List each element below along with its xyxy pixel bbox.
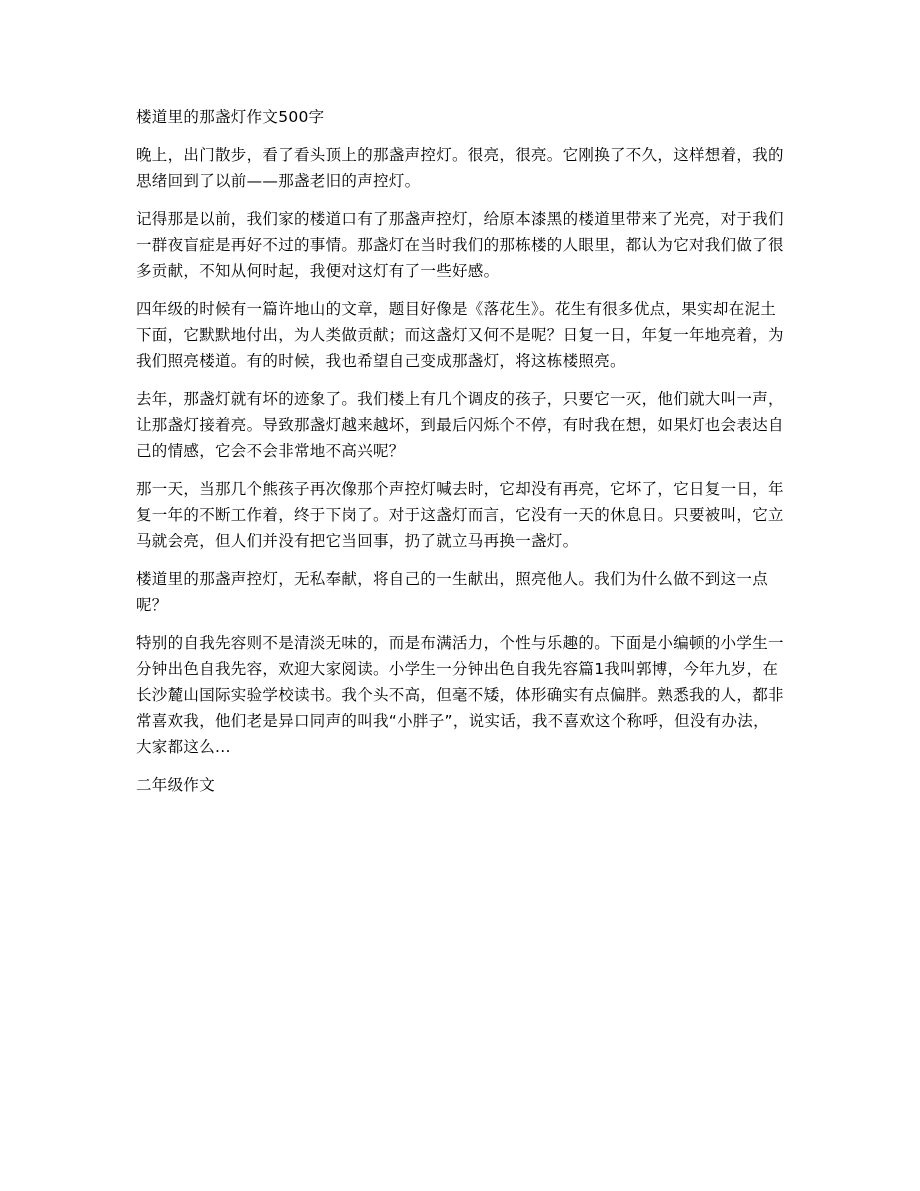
paragraph-2: 记得那是以前，我们家的楼道口有了那盏声控灯，给原本漆黑的楼道里带来了光亮，对于我们一群夜盲症是再好不过的事情。那盏灯在当时我们的那栋楼的人眼里，都认为它对我们做了很多贡献，不知从何时起，我便对这灯有了一些好感。 [136, 210, 784, 280]
paragraph-7: 特别的自我先容则不是清淡无味的，而是布满活力，个性与乐趣的。下面是小编顿的小学生一分钟出色自我先容，欢迎大家阅读。小学生一分钟出色自我先容篇1我叫郭博，今年九岁，在长沙麓山国际实验学校读书。我个头不高，但毫不矮，体形确实有点偏胖。熟悉我的人，都非常喜欢我，他们老是异口同声的叫我“小胖子”，说实话，我不喜欢这个称呼，但没有办法，大家都这么... [136, 634, 784, 756]
paragraph-4: 去年，那盏灯就有坏的迹象了。我们楼上有几个调皮的孩子，只要它一灭，他们就大叫一声，让那盏灯接着亮。导致那盏灯越来越坏，到最后闪烁个不停，有时我在想，如果灯也会表达自己的情感，它会不会非常地不高兴呢？ [136, 390, 784, 460]
document-title: 楼道里的那盏灯作文500字 [136, 108, 325, 126]
paragraph-3: 四年级的时候有一篇许地山的文章，题目好像是《落花生》。花生有很多优点，果实却在泥土下面，它默默地付出，为人类做贡献；而这盏灯又何不是呢？日复一日，年复一年地亮着，为我们照亮楼道。有的时候，我也希望自己变成那盏灯，将这栋楼照亮。 [136, 300, 784, 370]
paragraph-6: 楼道里的那盏声控灯，无私奉献，将自己的一生献出，照亮他人。我们为什么做不到这一点呢？ [136, 570, 769, 614]
paragraph-5: 那一天，当那几个熊孩子再次像那个声控灯喊去时，它却没有再亮，它坏了，它日复一日，年复一年的不断工作着，终于下岗了。对于这盏灯而言，它没有一天的休息日。只要被叫，它立马就会亮，但人们并没有把它当回事，扔了就立马再换一盏灯。 [136, 480, 784, 550]
document-body [136, 104, 784, 798]
paragraph-1: 晚上，出门散步，看了看头顶上的那盏声控灯。很亮，很亮。它刚换了不久，这样想着，我的思绪回到了以前——那盏老旧的声控灯。 [136, 146, 784, 190]
category-label: 二年级作文 [136, 776, 216, 794]
